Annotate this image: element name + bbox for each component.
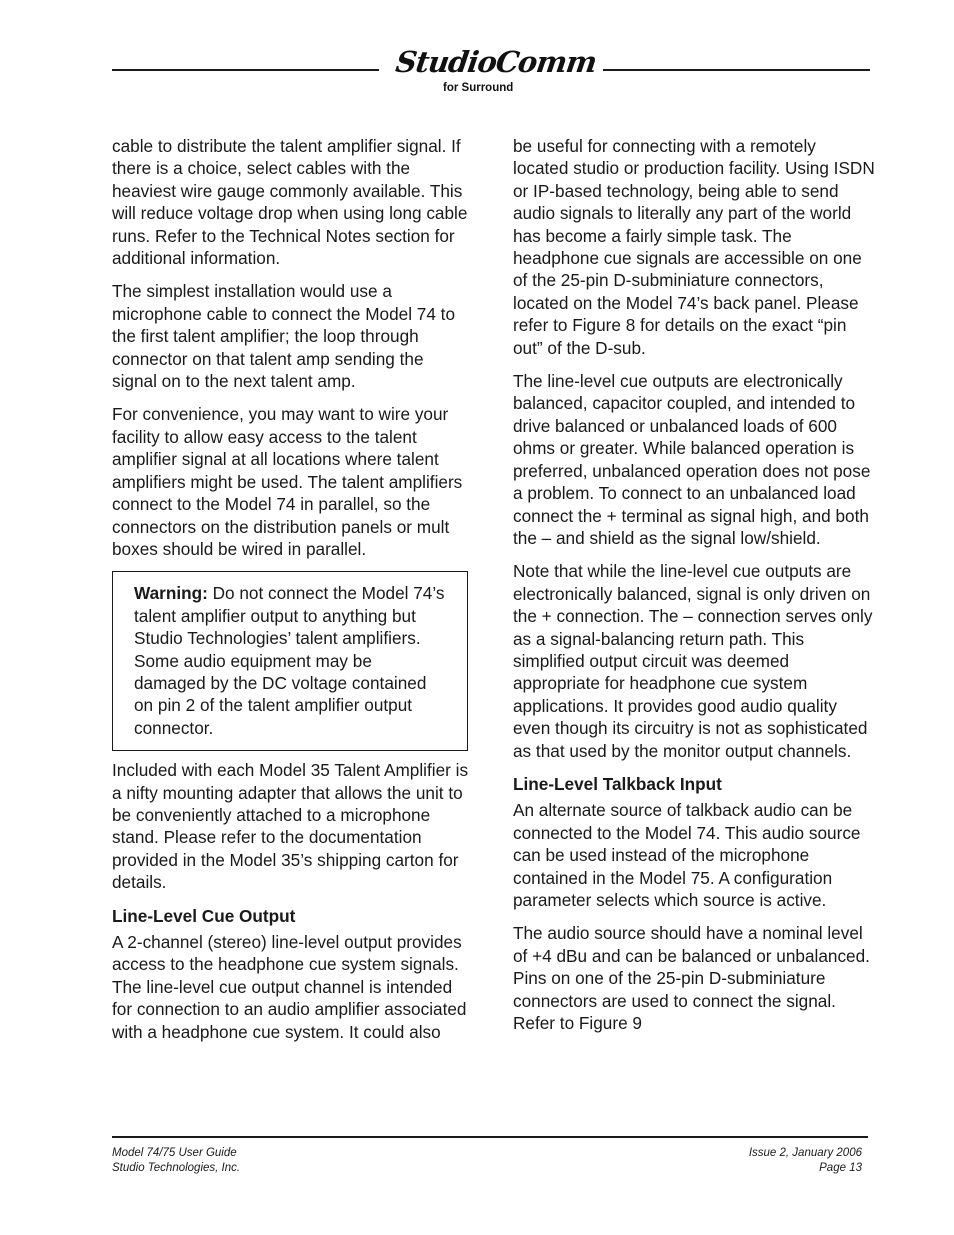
right-paragraph-3: Note that while the line-level cue outputs are electronically balanced, signal is only driven on the + connection. The – connection serves only as a signal-balancing return path. This simplified output circuit was deemed appropriate for headphone cue system applications. It provides good audio quality even though its circuitry is not as sophisticated as that used by the monitor output channels.	[513, 561, 873, 761]
left-paragraph-4: Included with each Model 35 Talent Amplifier is a nifty mounting adapter that allows the unit to be conveniently attached to a microphone stand. Please refer to the documentation provided in the Model 35’s shipping carton for details.	[112, 760, 469, 893]
heading-line-level-cue-output: Line-Level Cue Output	[112, 905, 296, 926]
warning-box	[112, 571, 468, 751]
footer-page-number: Page 13	[819, 1162, 862, 1174]
heading-line-level-talkback-input: Line-Level Talkback Input	[513, 773, 722, 794]
studiocomm-logo	[393, 45, 599, 98]
left-paragraph-5: A 2-channel (stereo) line-level output provides access to the headphone cue system signals. The line-level cue output channel is intended for connection to an audio amplifier associated with a headphone cue system. It could also	[112, 932, 467, 1042]
right-paragraph-5: The audio source should have a nominal level of +4 dBu and can be balanced or unbalanced. Pins on one of the 25-pin D-subminiature connectors are used to connect the signal. Refer to Figure 9	[513, 923, 870, 1034]
warning-label: Warning:	[134, 583, 208, 604]
left-column	[112, 135, 472, 1054]
logo-subtitle: for Surround	[443, 82, 514, 94]
footer-rule	[112, 1136, 868, 1138]
right-paragraph-1: be useful for connecting with a remotely located studio or production facility. Using ISDN or IP-based technology, being able to send audio signals to literally any part of the world has become a fairly simple task. The headphone cue signals are accessible on one of the 25-pin D-subminiature connectors, located on the Model 74’s back panel. Please refer to Figure 8 for details on the exact “pin out” of the D-sub.	[513, 136, 875, 358]
right-paragraph-2: The line-level cue outputs are electronically balanced, capacitor coupled, and intended to drive balanced or unbalanced loads of 600 ohms or greater. While balanced operation is preferred, unbalanced operation does not pose a problem. To connect to an unbalanced load connect the + terminal as signal high, and both the – and shield as the signal low/shield.	[513, 371, 871, 548]
footer-left	[112, 1146, 240, 1176]
footer-issue: Issue 2, January 2006	[748, 1147, 862, 1159]
footer-right	[749, 1146, 862, 1176]
left-paragraph-3: For convenience, you may want to wire your facility to allow easy access to the talent amplifier signal at all locations where talent amplifiers might be used. The talent amplifiers connect to the Model 74 in parallel, so the connectors on the distribution panels or mult boxes should be wired in parallel.	[112, 404, 463, 559]
header-rule-left	[112, 69, 379, 71]
logo-script-text: StudioComm	[393, 45, 599, 79]
left-paragraph-1: cable to distribute the talent amplifier signal. If there is a choice, select cables with the heaviest wire gauge commonly available. This will reduce voltage drop when using long cable runs. Refer to the Technical Notes section for additional information.	[112, 136, 468, 269]
left-paragraph-2: The simplest installation would use a microphone cable to connect the Model 74 to the first talent amplifier; the loop through connector on that talent amp sending the signal on to the next talent amp.	[112, 281, 456, 392]
footer-guide-title: Model 74/75 User Guide	[112, 1147, 237, 1159]
warning-paragraph	[134, 582, 447, 739]
footer-company: Studio Technologies, Inc.	[112, 1162, 241, 1174]
right-column	[513, 135, 875, 1045]
header-rule-right	[603, 69, 870, 71]
warning-text: Do not connect the Model 74’s talent amplifier output to anything but Studio Technologies’ talent amplifiers. Some audio equipment may be damaged by the DC voltage contained on pin 2 of the talent amplifier output connector.	[134, 583, 445, 738]
right-paragraph-4: An alternate source of talkback audio can be connected to the Model 74. This audio source can be used instead of the microphone contained in the Model 75. A configuration parameter selects which source is active.	[513, 800, 861, 910]
